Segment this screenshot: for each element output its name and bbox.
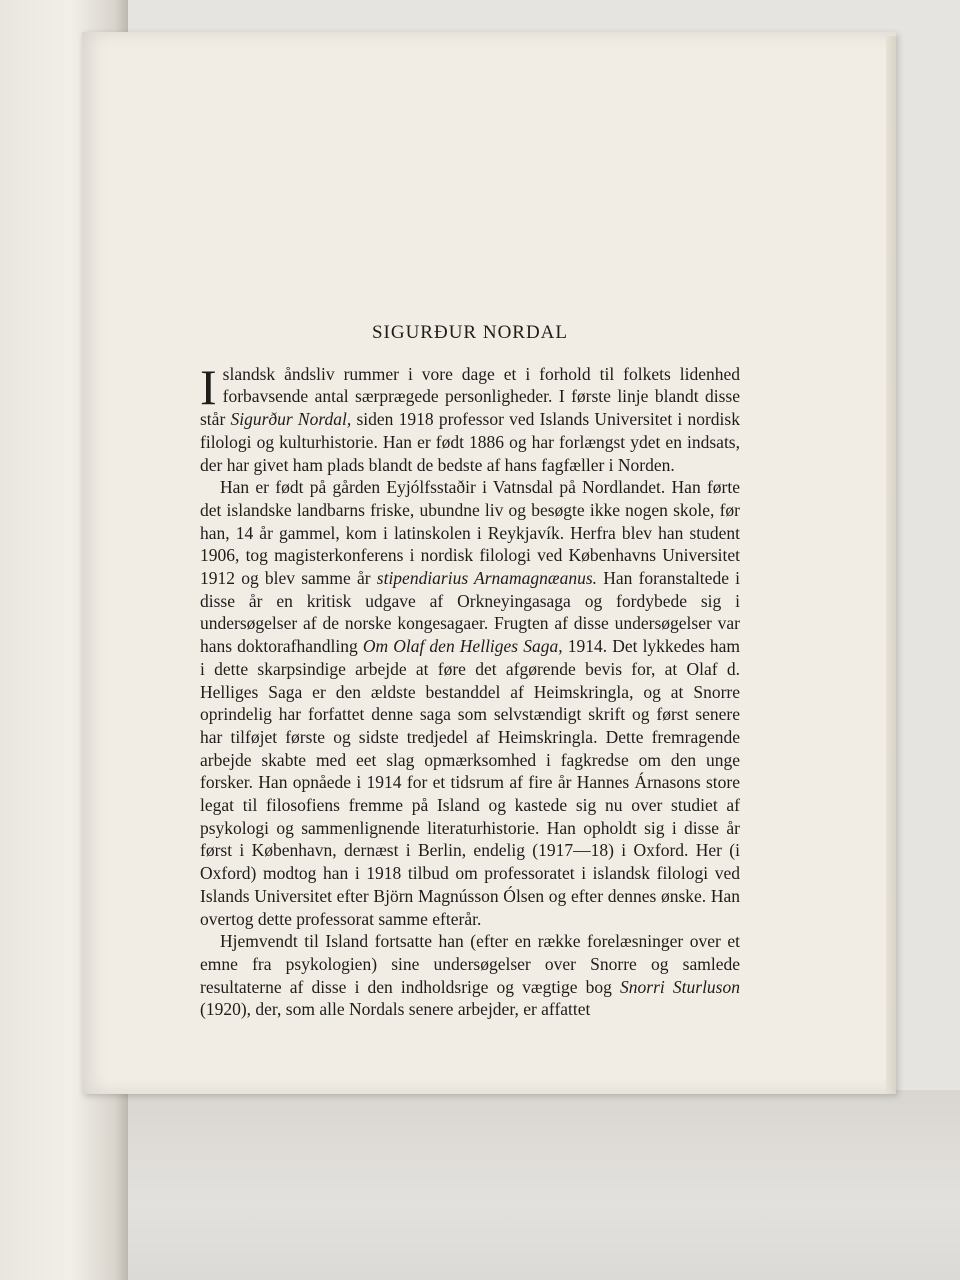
paragraph-3 — [200, 930, 740, 1021]
paragraph-2-text-1: Han er født på gården Eyjólfsstaðir i Vatnsdal på Nordlandet. Han førte det islandske landbarns friske, ubundne liv og besøgte ikke nogen skole, før han, 14 år gammel, kom i latinskolen i Reykjavík. Herfra blev han student 1906, tog magisterkonferens i nordisk filologi ved Københavns Universitet 1912 og blev samme år — [200, 477, 740, 589]
paragraph-1-text-2: siden 1918 professor ved Islands Universitet i nordisk filologi og kulturhistorie. Han er født 1886 og har forlængst ydet en indsats, der har givet ham plads blandt de bedste af hans fagfæller i Norden. — [200, 409, 740, 475]
paragraph-3-text-2: (1920), der, som alle Nordals senere arbejder, er affattet — [200, 999, 591, 1020]
page-text — [200, 322, 740, 1021]
paragraph-3-text-1: Hjemvendt til Island fortsatte han (efter en række forelæsninger over et emne fra psykologien) sine undersøgelser over Snorre og samlede resultaterne af disse i den indholdsrige og vægtige bog — [200, 931, 740, 997]
page-edge — [886, 36, 896, 1094]
paragraph-3-italic-1: Snorri Sturluson — [620, 976, 740, 997]
page-title: SIGURÐUR NORDAL — [371, 322, 569, 343]
paragraph-1-italic-1: Sigurður Nordal, — [230, 409, 352, 430]
paragraph-2-text-3: 1914. Det lykkedes ham i dette skarpsindige arbejde at føre det afgørende bevis for, at Olaf d. Helliges Saga er den ældste bestanddel af Heimskringla, og at Snorre oprindelig har forfattet denne saga som selvstændigt skrift og først senere har tilføjet første og sidste tredjedel af Heimskringla. Dette fremragende arbejde skabte med eet slag opmærksomhed i fagkredse om den unge forsker. Han opnåede i 1914 for et tidsrum af fire år Hannes Árnasons store legat til filosofiens fremme på Island og kastede sig nu over studiet af psykologi og sammenlignende literaturhistorie. Han opholdt sig i disse år først i København, dernæst i Berlin, endelig (1917—18) i Oxford. Her (i Oxford) modtog han i 1918 tilbud om professoratet i islandsk filologi ved Islands Universitet efter Björn Magnússon Ólsen og efter dennes ønske. Han overtog dette professorat samme efterår. — [200, 636, 741, 929]
paragraph-2-text-2: Han foranstaltede i disse år en kritisk udgave af Orkneyingasaga og fordybede sig i undersøgelser af de norske kongesagaer. Frugten af disse undersøgelser var hans doktorafhandling — [200, 568, 741, 657]
paragraph-2-italic-1: stipendiarius Arnamagnæanus. — [376, 568, 598, 589]
drop-cap: I — [200, 358, 217, 415]
desk-surface — [0, 1090, 960, 1280]
paragraph-2-italic-2: Om Olaf den Helliges Saga, — [362, 636, 563, 657]
paragraph-2 — [200, 476, 740, 930]
paragraph-1-text-1: slandsk åndsliv rummer i vore dage et i forhold til folkets lidenhed forbavsende antal særprægede personligheder. I første linje blandt disse står — [200, 363, 740, 430]
paragraph-1 — [200, 358, 740, 477]
